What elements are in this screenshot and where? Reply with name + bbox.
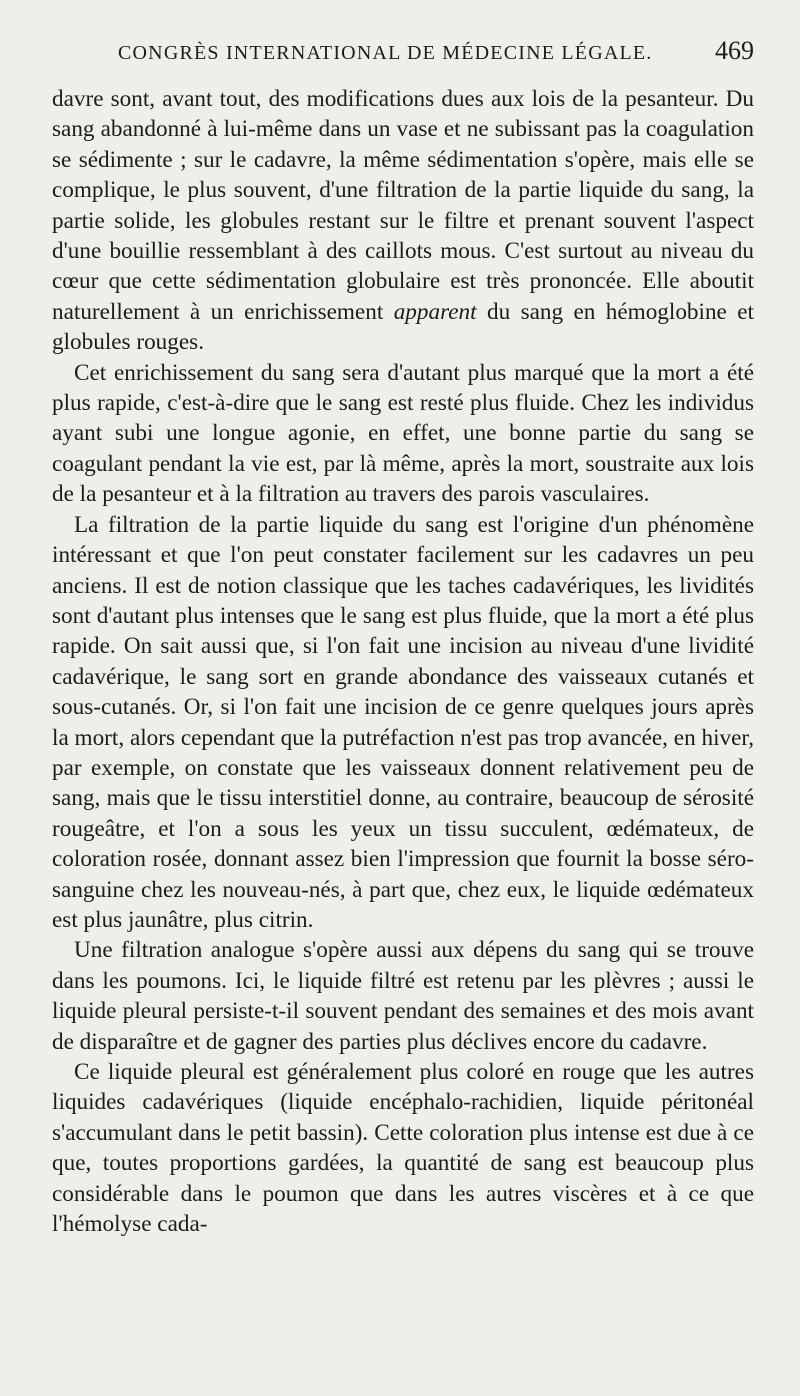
- paragraph-1-text-b: du sang en hémoglobine et globules rouges.: [52, 298, 754, 356]
- paragraph-1: [52, 84, 754, 358]
- paragraph-3: La filtration de la partie liquide du sang est l'origine d'un phénomène intéressant et que l'on peut constater facilement sur les cadavres un peu anciens. Il est de notion classique que les taches cadavériques, les lividités sont d'autant plus intenses que le sang est plus fluide, que la mort a été plus rapide. On sait aussi que, si l'on fait une incision au niveau d'une lividité cadavérique, le sang sort en grande abondance des vaisseaux cutanés et sous-cutanés. Or, si l'on fait une incision de ce genre quelques jours après la mort, alors cependant que la putréfaction n'est pas trop avancée, en hiver, par exemple, on constate que les vaisseaux donnent relativement peu de sang, mais que le tissu interstitiel donne, au contraire, beaucoup de sérosité rougeâtre, et l'on a sous les yeux un tissu succulent, œdémateux, de coloration rosée, donnant assez bien l'impression que fournit la bosse séro-sanguine chez les nouveau-nés, à part que, chez eux, le liquide œdémateux est plus jaunâtre, plus citrin.: [52, 511, 754, 933]
- emphasis-apparent: apparent: [393, 298, 477, 325]
- page-number: 469: [715, 36, 754, 65]
- body-text: [52, 84, 754, 1239]
- paragraph-4: Une filtration analogue s'opère aussi aux dépens du sang qui se trouve dans les poumons. Ici, le liquide filtré est retenu par les plèvres ; aussi le liquide pleural persiste-t-il souvent pendant des semaines et des mois avant de disparaître et de gagner des parties plus déclives encore du cadavre.: [52, 937, 754, 1055]
- paragraph-5: Ce liquide pleural est généralement plus coloré en rouge que les autres liquides cadavériques (liquide encéphalo-rachidien, liquide péritonéal s'accumulant dans le petit bassin). Cette coloration plus intense est due à ce que, toutes proportions gardées, la quantité de sang est beaucoup plus considérable dans le poumon que dans les autres viscères et à ce que l'hémolyse cada-: [52, 1059, 754, 1238]
- running-title: CONGRÈS INTERNATIONAL DE MÉDECINE LÉGALE.: [118, 42, 653, 64]
- paragraph-1-text-a: davre sont, avant tout, des modifications dues aux lois de la pesanteur. Du sang abandonné à lui-même dans un vase et ne subissant pas la coagulation se sédimente ; sur le cadavre, la même sédimentation s'opère, mais elle se complique, le plus souvent, d'une filtration de la partie liquide du sang, la partie solide, les globules restant sur le filtre et prenant souvent l'aspect d'une bouillie ressemblant à des caillots mous. C'est surtout au niveau du cœur que cette sédimentation globulaire est très prononcée. Elle aboutit naturellement à un enrichissement: [52, 86, 754, 325]
- paragraph-2: Cet enrichissement du sang sera d'autant plus marqué que la mort a été plus rapide, c'est-à-dire que le sang est resté plus fluide. Chez les individus ayant subi une longue agonie, en effet, une bonne partie du sang se coagulant pendant la vie est, par là même, après la mort, soustraite aux lois de la pesanteur et à la filtration au travers des parois vasculaires.: [52, 359, 754, 508]
- running-head: [52, 36, 754, 80]
